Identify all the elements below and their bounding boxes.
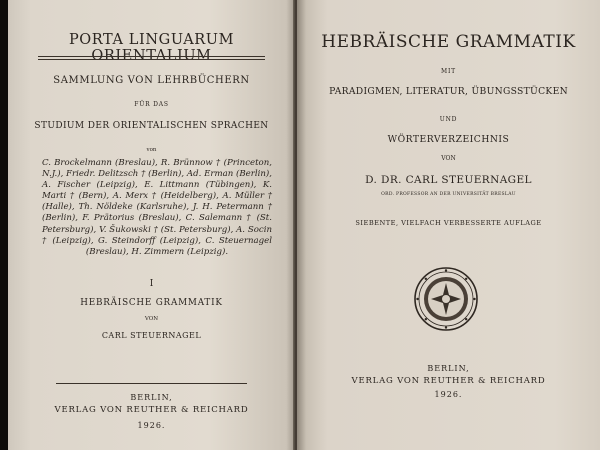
title-rule [38, 56, 265, 57]
volume-number: I [149, 279, 154, 289]
volume-title: HEBRÄISCHE GRAMMATIK [80, 298, 223, 308]
collection-line: SAMMLUNG VON LEHRBÜCHERN [53, 75, 250, 86]
edition-line: SIEBENTE, VIELFACH VERBESSERTE AUFLAGE [355, 219, 542, 227]
studium-line: STUDIUM DER ORIENTALISCHEN SPRACHEN [34, 121, 269, 131]
woerterverzeichnis-line: WÖRTERVERZEICHNIS [387, 134, 510, 145]
volume-author: CARL STEUERNAGEL [101, 331, 202, 340]
imprint-publisher: VERLAG VON REUTHER & REICHARD [54, 405, 249, 415]
und-line: UND [439, 116, 458, 123]
imprint-rule [56, 383, 247, 384]
author-name: D. DR. CARL STEUERNAGEL [365, 174, 532, 186]
author-position: ORD. PROFESSOR AN DER UNIVERSITÄT BRESLAU [381, 192, 516, 197]
volume-von: VON [144, 316, 159, 322]
mit-line: MIT [441, 68, 456, 75]
publisher-emblem-icon [413, 266, 479, 332]
book-title: HEBRÄISCHE GRAMMATIK [321, 32, 576, 52]
left-page [8, 0, 295, 450]
series-title: PORTA LINGUARUM ORIENTALIUM [68, 32, 235, 64]
contents-line: PARADIGMEN, LITERATUR, ÜBUNGSSTÜCKEN [329, 86, 568, 97]
editors-list: C. Brockelmann (Breslau), R. Brünnow † (Princeton, N.J.), Friedr. Delitzsch † (Berlin), Ad. Erman (Berlin), A. Fischer (Leipzig), E. Littmann (Tübingen), K. Marti † (Bern), A. Merx † (Heidelberg), A. Müller † (Halle), Th. Nöldeke (Karlsruhe), J. H. Petermann † (Berlin), F. Prätorius (Breslau), C. Salemann † (St. Petersburg), V. Šukowski † (St. Petersburg), A. Socin † (Leipzig), G. Steindorff (Leipzig), C. Steuernagel (Breslau), H. Zimmern (Leipzig). [42, 158, 272, 257]
imprint-place: BERLIN, [130, 393, 173, 402]
von-line: von [146, 147, 157, 153]
right-page [297, 0, 600, 450]
author-von: VON [441, 155, 456, 162]
imprint-place: BERLIN, [427, 364, 470, 373]
imprint-year: 1926. [137, 421, 166, 430]
title-rule-thin [38, 59, 265, 60]
fuer-das-line: FÜR DAS [134, 101, 169, 108]
imprint-publisher: VERLAG VON REUTHER & REICHARD [351, 376, 546, 386]
imprint-year: 1926. [434, 390, 463, 399]
